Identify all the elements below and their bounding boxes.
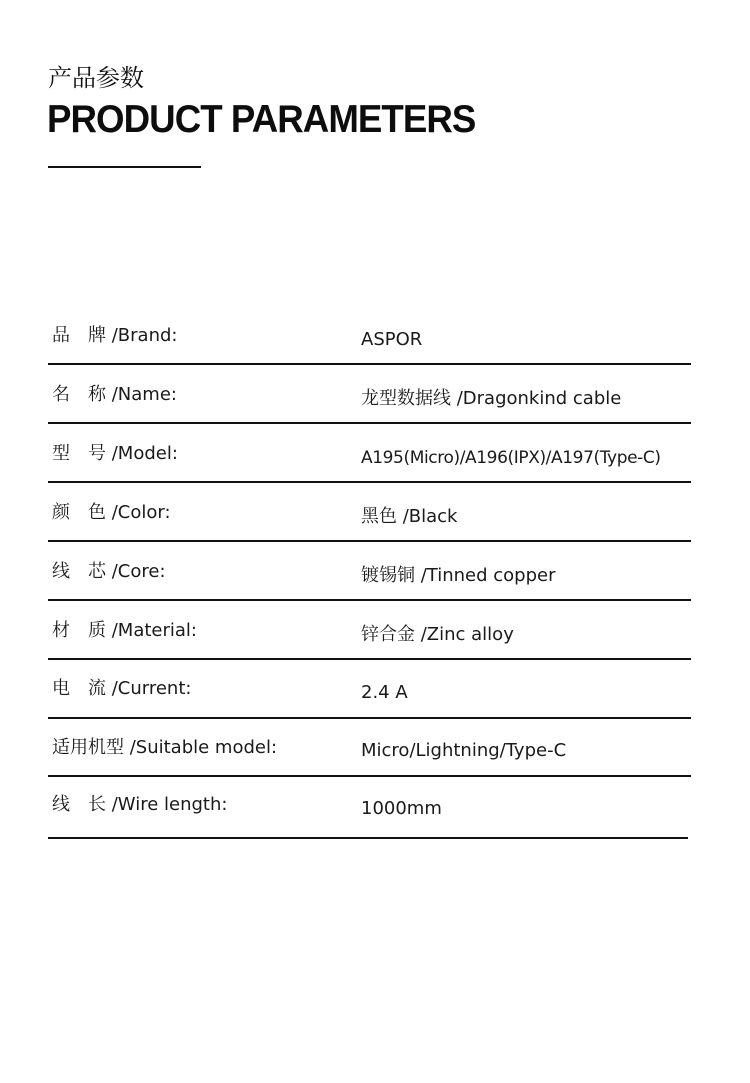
param-row-core	[48, 559, 691, 618]
row-divider	[48, 540, 691, 542]
row-divider	[48, 363, 691, 365]
row-divider	[48, 717, 691, 719]
param-value: 镀锡铜 /Tinned copper	[361, 565, 556, 586]
param-label: 名 称 /Name:	[52, 384, 177, 405]
param-label: 适用机型 /Suitable model:	[52, 737, 278, 758]
param-row-suitable-model	[48, 736, 691, 795]
param-label: 材 质 /Material:	[52, 620, 197, 641]
param-row-color	[48, 500, 691, 559]
param-row-name	[48, 382, 691, 441]
page-subtitle: 产品参数	[48, 64, 144, 92]
param-label: 线 长 /Wire length:	[52, 794, 228, 815]
param-label: 颜 色 /Color:	[52, 502, 171, 523]
param-value: A195(Micro)/A196(IPX)/A197(Type-C)	[361, 448, 661, 468]
title-divider	[48, 166, 201, 168]
param-label: 型 号 /Model:	[52, 443, 178, 464]
param-value: 1000mm	[361, 798, 442, 819]
param-label: 线 芯 /Core:	[52, 561, 166, 582]
row-divider	[48, 837, 688, 839]
row-divider	[48, 481, 691, 483]
param-row-brand	[48, 323, 691, 382]
row-divider	[48, 422, 691, 424]
param-value: 黑色 /Black	[361, 506, 458, 527]
row-divider	[48, 775, 691, 777]
param-value: ASPOR	[361, 329, 423, 350]
param-label: 品 牌 /Brand:	[52, 325, 178, 346]
param-row-model	[48, 441, 691, 500]
param-row-wire-length	[48, 793, 688, 852]
row-divider	[48, 658, 691, 660]
page-title: PRODUCT PARAMETERS	[47, 98, 476, 141]
row-divider	[48, 599, 691, 601]
param-row-current	[48, 677, 691, 736]
param-label: 电 流 /Current:	[52, 678, 192, 699]
param-value: Micro/Lightning/Type-C	[361, 740, 567, 761]
param-value: 2.4 A	[361, 682, 408, 703]
param-value: 龙型数据线 /Dragonkind cable	[361, 388, 622, 409]
param-value: 锌合金 /Zinc alloy	[361, 624, 514, 645]
param-row-material	[48, 618, 691, 677]
